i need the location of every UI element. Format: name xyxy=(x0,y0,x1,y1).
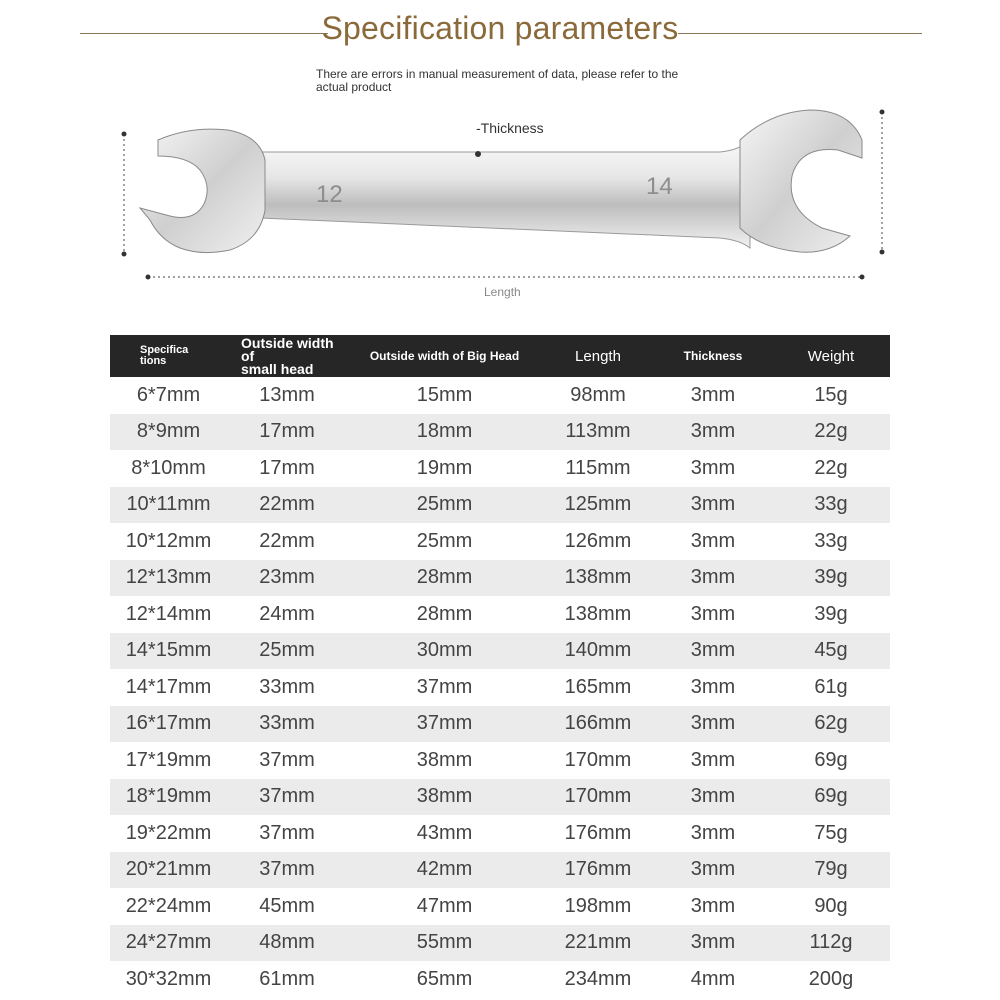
cell-thickness: 4mm xyxy=(654,961,772,998)
cell-spec: 14*17mm xyxy=(110,669,227,706)
cell-small-width: 37mm xyxy=(227,815,347,852)
cell-length: 140mm xyxy=(542,633,654,670)
table-row xyxy=(110,961,890,998)
cell-big-width: 25mm xyxy=(347,523,542,560)
cell-length: 113mm xyxy=(542,414,654,451)
cell-length: 126mm xyxy=(542,523,654,560)
cell-small-width: 45mm xyxy=(227,888,347,925)
cell-spec: 20*21mm xyxy=(110,852,227,889)
cell-length: 98mm xyxy=(542,377,654,414)
cell-spec: 22*24mm xyxy=(110,888,227,925)
dimension-dot xyxy=(146,275,151,280)
cell-length: 234mm xyxy=(542,961,654,998)
cell-big-width: 65mm xyxy=(347,961,542,998)
page-title: Specification parameters xyxy=(321,10,679,46)
table-row xyxy=(110,450,890,487)
cell-weight: 39g xyxy=(772,596,890,633)
cell-weight: 112g xyxy=(772,925,890,962)
cell-small-width: 23mm xyxy=(227,560,347,597)
table-row xyxy=(110,560,890,597)
cell-big-width: 30mm xyxy=(347,633,542,670)
cell-weight: 39g xyxy=(772,560,890,597)
table-row xyxy=(110,669,890,706)
cell-thickness: 3mm xyxy=(654,925,772,962)
cell-spec: 12*13mm xyxy=(110,560,227,597)
cell-thickness: 3mm xyxy=(654,450,772,487)
cell-weight: 15g xyxy=(772,377,890,414)
table-row xyxy=(110,815,890,852)
cell-weight: 61g xyxy=(772,669,890,706)
dimension-dot xyxy=(880,110,885,115)
cell-big-width: 38mm xyxy=(347,779,542,816)
cell-spec: 8*10mm xyxy=(110,450,227,487)
table-row xyxy=(110,742,890,779)
cell-spec: 24*27mm xyxy=(110,925,227,962)
table-row xyxy=(110,925,890,962)
header-spec-line1: Specifica xyxy=(140,344,189,356)
cell-big-width: 19mm xyxy=(347,450,542,487)
cell-length: 221mm xyxy=(542,925,654,962)
header-small-head-width xyxy=(227,335,347,377)
table-header-row xyxy=(110,335,890,377)
cell-length: 170mm xyxy=(542,779,654,816)
cell-small-width: 33mm xyxy=(227,706,347,743)
cell-small-width: 25mm xyxy=(227,633,347,670)
cell-thickness: 3mm xyxy=(654,742,772,779)
header-thickness: Thickness xyxy=(654,335,772,377)
header-small-line1: Outside width of xyxy=(241,334,334,364)
wrench-big-head xyxy=(740,110,862,252)
table-row xyxy=(110,633,890,670)
cell-spec: 10*12mm xyxy=(110,523,227,560)
cell-spec: 19*22mm xyxy=(110,815,227,852)
cell-weight: 69g xyxy=(772,742,890,779)
cell-spec: 18*19mm xyxy=(110,779,227,816)
cell-length: 176mm xyxy=(542,852,654,889)
title-bar xyxy=(0,0,1000,60)
cell-length: 170mm xyxy=(542,742,654,779)
cell-small-width: 22mm xyxy=(227,523,347,560)
header-small-line2: small head xyxy=(241,360,314,377)
cell-weight: 33g xyxy=(772,523,890,560)
cell-length: 176mm xyxy=(542,815,654,852)
cell-thickness: 3mm xyxy=(654,779,772,816)
measurement-note: There are errors in manual measurement of data, please refer to the actual product xyxy=(316,67,679,94)
cell-weight: 22g xyxy=(772,414,890,451)
cell-weight: 62g xyxy=(772,706,890,743)
cell-small-width: 24mm xyxy=(227,596,347,633)
cell-spec: 16*17mm xyxy=(110,706,227,743)
cell-thickness: 3mm xyxy=(654,487,772,524)
cell-big-width: 38mm xyxy=(347,742,542,779)
header-length: Length xyxy=(542,335,654,377)
header-big-head-width: Outside width of Big Head xyxy=(347,335,542,377)
cell-big-width: 18mm xyxy=(347,414,542,451)
cell-big-width: 37mm xyxy=(347,706,542,743)
cell-length: 166mm xyxy=(542,706,654,743)
wrench-small-head xyxy=(140,129,265,252)
cell-length: 138mm xyxy=(542,596,654,633)
title-rule-right xyxy=(678,33,922,34)
cell-small-width: 37mm xyxy=(227,852,347,889)
thickness-label: -Thickness xyxy=(476,120,544,136)
cell-big-width: 43mm xyxy=(347,815,542,852)
cell-weight: 75g xyxy=(772,815,890,852)
cell-weight: 79g xyxy=(772,852,890,889)
cell-big-width: 25mm xyxy=(347,487,542,524)
cell-small-width: 22mm xyxy=(227,487,347,524)
spec-table xyxy=(110,335,890,998)
cell-length: 138mm xyxy=(542,560,654,597)
cell-small-width: 48mm xyxy=(227,925,347,962)
dimension-dot xyxy=(122,132,127,137)
spec-table-body xyxy=(110,377,890,998)
cell-thickness: 3mm xyxy=(654,706,772,743)
dimension-dot xyxy=(860,275,865,280)
cell-weight: 33g xyxy=(772,487,890,524)
cell-length: 165mm xyxy=(542,669,654,706)
table-row xyxy=(110,414,890,451)
cell-thickness: 3mm xyxy=(654,633,772,670)
table-row xyxy=(110,596,890,633)
table-row xyxy=(110,706,890,743)
cell-small-width: 17mm xyxy=(227,414,347,451)
cell-length: 125mm xyxy=(542,487,654,524)
cell-small-width: 17mm xyxy=(227,450,347,487)
cell-length: 198mm xyxy=(542,888,654,925)
header-weight: Weight xyxy=(772,335,890,377)
cell-big-width: 47mm xyxy=(347,888,542,925)
cell-big-width: 28mm xyxy=(347,596,542,633)
cell-spec: 8*9mm xyxy=(110,414,227,451)
cell-small-width: 33mm xyxy=(227,669,347,706)
cell-spec: 17*19mm xyxy=(110,742,227,779)
cell-small-width: 37mm xyxy=(227,742,347,779)
cell-thickness: 3mm xyxy=(654,815,772,852)
cell-spec: 14*15mm xyxy=(110,633,227,670)
cell-thickness: 3mm xyxy=(654,596,772,633)
cell-thickness: 3mm xyxy=(654,669,772,706)
cell-big-width: 15mm xyxy=(347,377,542,414)
cell-weight: 22g xyxy=(772,450,890,487)
table-row xyxy=(110,852,890,889)
table-row xyxy=(110,888,890,925)
cell-weight: 69g xyxy=(772,779,890,816)
cell-weight: 200g xyxy=(772,961,890,998)
cell-length: 115mm xyxy=(542,450,654,487)
table-row xyxy=(110,487,890,524)
cell-big-width: 42mm xyxy=(347,852,542,889)
cell-thickness: 3mm xyxy=(654,888,772,925)
cell-spec: 30*32mm xyxy=(110,961,227,998)
table-row xyxy=(110,377,890,414)
header-specifications xyxy=(110,335,227,377)
cell-spec: 6*7mm xyxy=(110,377,227,414)
cell-small-width: 61mm xyxy=(227,961,347,998)
cell-thickness: 3mm xyxy=(654,560,772,597)
cell-weight: 45g xyxy=(772,633,890,670)
cell-thickness: 3mm xyxy=(654,414,772,451)
cell-small-width: 13mm xyxy=(227,377,347,414)
small-size-mark: 12 xyxy=(316,181,343,208)
dimension-dot xyxy=(880,250,885,255)
cell-big-width: 55mm xyxy=(347,925,542,962)
cell-thickness: 3mm xyxy=(654,377,772,414)
length-label: Length xyxy=(484,285,521,299)
cell-big-width: 28mm xyxy=(347,560,542,597)
cell-thickness: 3mm xyxy=(654,852,772,889)
table-row xyxy=(110,523,890,560)
cell-weight: 90g xyxy=(772,888,890,925)
cell-spec: 10*11mm xyxy=(110,487,227,524)
dimension-dot xyxy=(122,252,127,257)
cell-small-width: 37mm xyxy=(227,779,347,816)
cell-spec: 12*14mm xyxy=(110,596,227,633)
big-size-mark: 14 xyxy=(646,173,673,200)
thickness-marker xyxy=(475,151,481,157)
cell-big-width: 37mm xyxy=(347,669,542,706)
header-spec-line2: tions xyxy=(140,355,167,367)
table-row xyxy=(110,779,890,816)
cell-thickness: 3mm xyxy=(654,523,772,560)
